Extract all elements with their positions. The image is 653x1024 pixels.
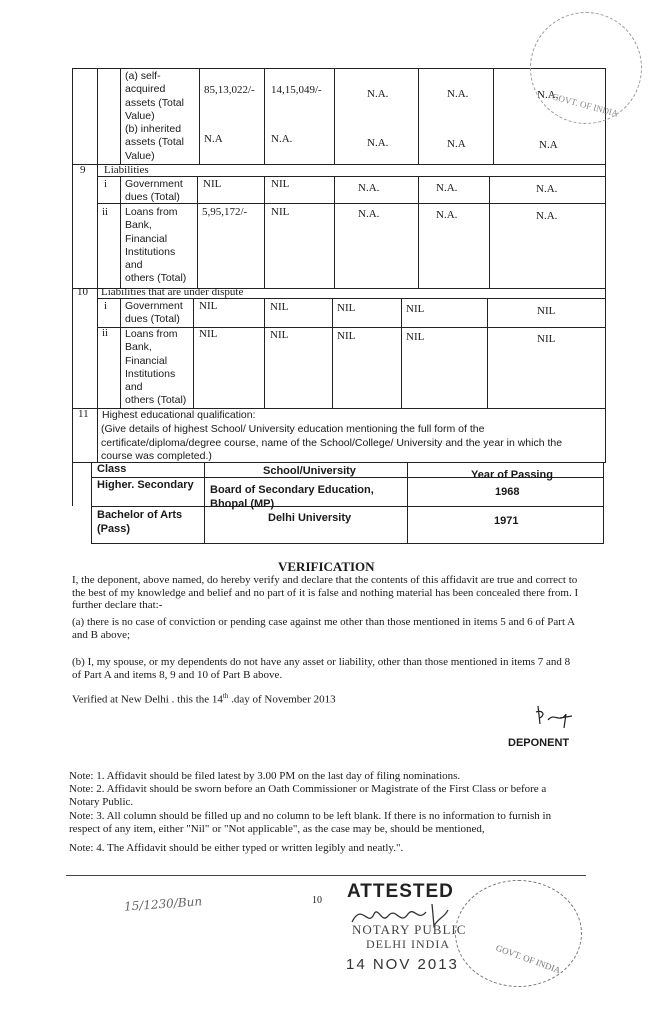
attested-stamp: ATTESTED <box>347 881 454 902</box>
notary-place-label: DELHI INDIA <box>366 937 450 951</box>
row-10-ii-label: Loans from Bank, Financial Institutions and others (Total) <box>125 328 187 407</box>
self-acquired-value-4: N.A. <box>447 88 469 100</box>
education-header-class: Class <box>97 463 127 475</box>
notary-public-label: NOTARY PUBLIC <box>352 922 467 937</box>
row-9-title: Liabilities <box>104 164 149 176</box>
education-row-2-class: Bachelor of Arts (Pass) <box>97 509 183 535</box>
row-9-i-value-4: N.A. <box>436 182 458 194</box>
verification-clause-b: (b) I, my spouse, or my dependents do not have any asset or liability, other than those mentioned in items 7 and 8 of Part A and items 8, 9 and 10 of Part B above. <box>72 656 571 681</box>
row-9-ii-index: ii <box>102 206 109 218</box>
row-9-i-index: i <box>104 178 108 190</box>
verification-heading: VERIFICATION <box>278 559 375 574</box>
inherited-value-2: N.A. <box>271 133 293 145</box>
row-10-i-value-2: NIL <box>270 301 289 313</box>
inherited-value-5: N.A <box>539 139 558 151</box>
row-10-ii-value-2: NIL <box>270 329 289 341</box>
note-3: Note: 3. All column should be filled up and no column to be left blank. If there is no information to furnish in respect of any item, either "Nil" or "Not applicable", as the case may be, should be mentioned, <box>69 810 552 835</box>
row-9-i-value-1: NIL <box>203 178 222 190</box>
self-acquired-assets-label: (a) self- acquired assets (Total Value) <box>125 70 184 122</box>
row-10-ii-value-1: NIL <box>199 328 218 340</box>
row-10-number: 10 <box>77 286 88 298</box>
inherited-assets-label: (b) inherited assets (Total Value) <box>125 123 184 162</box>
note-2: Note: 2. Affidavit should be sworn before an Oath Commissioner or Magistrate of the First Class or before a Notary Public. <box>69 783 547 808</box>
round-seal-bottom-text: GOVT. OF INDIA <box>494 942 562 976</box>
row-9-ii-value-1: 5,95,172/- <box>202 206 248 218</box>
verification-paragraph: I, the deponent, above named, do hereby verify and declare that the contents of this affidavit are true and correct to the best of my knowledge and belief and no part of it is false and nothing material has been concealed there from. I further declare that:- <box>72 574 579 611</box>
row-10-i-label: Government dues (Total) <box>125 300 183 326</box>
row-10-ii-value-5: NIL <box>537 333 556 345</box>
note-1: Note: 1. Affidavit should be filed latest by 3.00 PM on the last day of filing nominations. <box>69 770 461 782</box>
footer-divider <box>66 875 586 876</box>
row-9-number: 9 <box>80 164 86 176</box>
round-seal-top-text: GOVT. OF INDIA <box>551 91 620 119</box>
row-9-i-label: Government dues (Total) <box>125 178 183 204</box>
row-11-number: 11 <box>78 408 89 420</box>
row-10-title: Liabilities that are under dispute <box>101 286 244 298</box>
row-10-i-value-3: NIL <box>337 302 356 314</box>
row-11-instructions: (Give details of highest School/ University education mentioning the full form of the certificate/diploma/degree course, name of the School/College/ University and the year in which the course was completed.) <box>101 423 563 462</box>
row-10-i-value-1: NIL <box>199 300 218 312</box>
round-seal-bottom <box>455 880 582 987</box>
row-10-i-value-5: NIL <box>537 305 556 317</box>
inherited-value-3: N.A. <box>367 137 389 149</box>
inherited-value-4: N.A <box>447 138 466 150</box>
row-9-ii-value-5: N.A. <box>536 210 558 222</box>
row-9-i-value-3: N.A. <box>358 182 380 194</box>
verified-at-line: Verified at New Delhi . this the 14th .day of November 2013 <box>72 692 336 706</box>
row-10-ii-index: ii <box>102 327 109 339</box>
education-row-1-school: Board of Secondary Education, Bhopal (MP) <box>210 484 374 510</box>
row-9-ii-value-4: N.A. <box>436 209 458 221</box>
row-10-ii-value-4: NIL <box>406 331 425 343</box>
note-4: Note: 4. The Affidavit should be either typed or written legibly and neatly.". <box>69 842 404 854</box>
self-acquired-value-2: 14,15,049/- <box>271 84 322 96</box>
row-11-title: Highest educational qualification: <box>102 409 256 421</box>
row-10-ii-value-3: NIL <box>337 330 356 342</box>
education-row-1-class: Higher. Secondary <box>97 479 194 491</box>
page-number: 10 <box>312 895 322 906</box>
row-9-ii-label: Loans from Bank, Financial Institutions and others (Total) <box>125 206 187 285</box>
handwritten-reference: 15/1230/Bun <box>123 894 203 914</box>
education-row-1-year: 1968 <box>495 486 520 498</box>
education-header-school: School/University <box>263 465 356 477</box>
self-acquired-value-5: N.A. <box>537 89 559 101</box>
row-9-i-value-5: N.A. <box>536 183 558 195</box>
self-acquired-value-1: 85,13,022/- <box>204 84 255 96</box>
self-acquired-value-3: N.A. <box>367 88 389 100</box>
stamp-date: 14 NOV 2013 <box>346 956 459 973</box>
education-row-2-school: Delhi University <box>268 512 352 524</box>
row-10-i-index: i <box>104 300 108 312</box>
verification-clause-a: (a) there is no case of conviction or pending case against me other than those mentioned in items 5 and 6 of Part A and B above; <box>72 616 575 641</box>
row-9-ii-value-3: N.A. <box>358 208 380 220</box>
row-9-ii-value-2: NIL <box>271 206 290 218</box>
row-9-i-value-2: NIL <box>271 178 290 190</box>
deponent-label: DEPONENT <box>508 737 570 749</box>
education-row-2-year: 1971 <box>494 515 519 527</box>
inherited-value-1: N.A <box>204 133 223 145</box>
deponent-signature <box>530 702 580 732</box>
education-header-year: Year of Passing <box>471 469 553 481</box>
row-10-i-value-4: NIL <box>406 303 425 315</box>
round-seal-top <box>530 12 642 124</box>
